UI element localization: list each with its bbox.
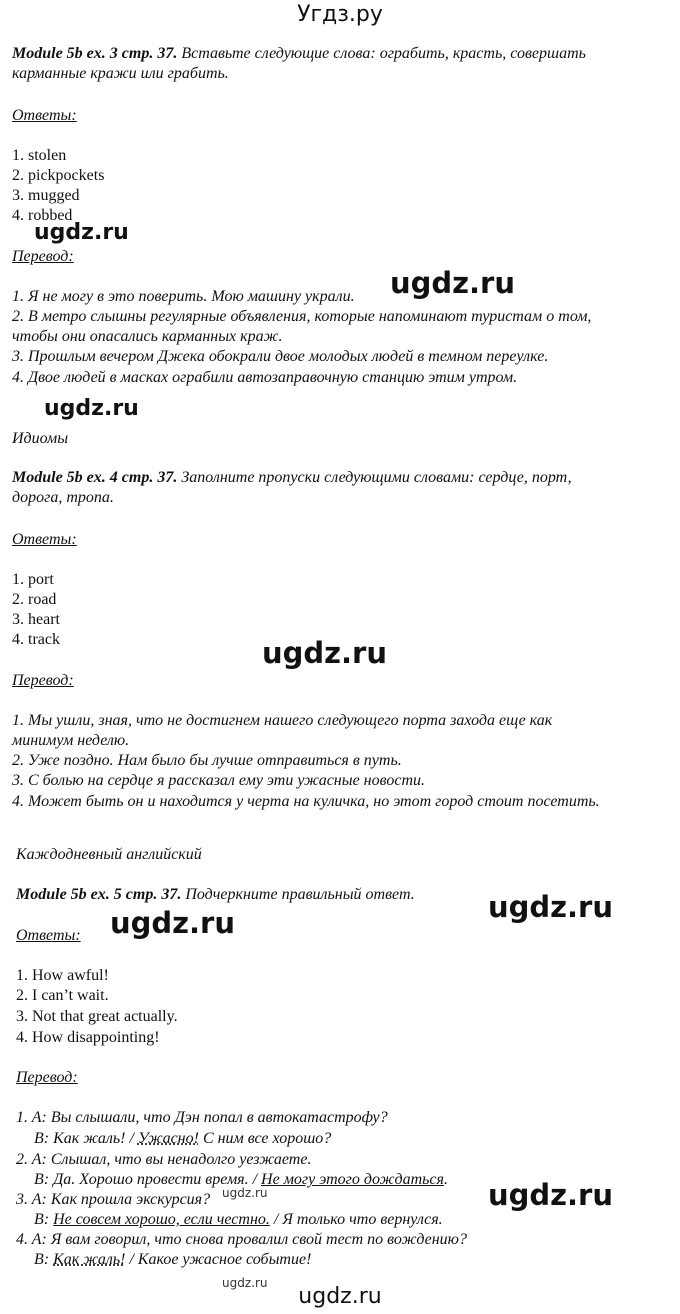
ex3-answer-1: 1. stolen [12,147,67,164]
idioms-heading: Идиомы [12,430,69,447]
ex5-dialog-3-b-pre: B: [34,1211,54,1228]
ex5-dialog-1-b-post: С ним все хорошо? [198,1130,332,1147]
ex3-translation-1: 1. Я не могу в это поверить. Мою машину украли. [12,288,355,305]
ex4-answer-1: 1. port [12,571,54,588]
watermark-text: ugdz.ru [488,1178,614,1212]
ex4-translation-2: 2. Уже поздно. Нам было бы лучше отправиться в путь. [12,752,402,769]
watermark-text: ugdz.ru [390,266,516,300]
ex5-dialog-3-b-selected: Не совсем хорошо, если честно. [53,1211,270,1228]
footer-watermark: ugdz.ru [298,1284,382,1309]
watermark-text: ugdz.ru [262,636,388,670]
ex4-answers-label: Ответы: [12,531,77,548]
ex3-header-bold: Module 5b ex. 3 стр. 37. [12,45,178,62]
watermark-text: ugdz.ru [44,396,139,421]
ex5-answer-4: 4. How disappointing! [16,1029,160,1046]
ex3-answer-3: 3. mugged [12,187,80,204]
ex3-translation-label: Перевод: [12,248,74,265]
ex3-answers-label: Ответы: [12,107,77,124]
ex5-dialog-1-b-pre: B: Как жаль! / [34,1130,138,1147]
ex4-translation-label: Перевод: [12,672,74,689]
watermark-text: ugdz.ru [34,220,129,245]
ex5-dialog-2-b-pre: B: Да. Хорошо провести время. / [34,1171,262,1188]
ex5-header [16,885,415,905]
ex5-dialog-3-b [34,1210,443,1230]
watermark-text: ugdz.ru [488,890,614,924]
ex3-header-text-2: карманные кражи или грабить. [12,65,229,82]
everyday-heading: Каждодневный английский [16,846,202,863]
ex5-dialog-1-b [34,1129,331,1149]
ex5-dialog-4-b-selected: Как жаль! [53,1251,126,1268]
ex4-translation-4: 4. Может быть он и находится у черта на куличка, но этот город стоит посетить. [12,793,600,810]
ex4-header-text: Заполните пропуски следующими словами: сердце, порт, [177,469,572,486]
ex3-translation-2: 2. В метро слышны регулярные объявления, которые напоминают туристам о том, [12,308,592,325]
ex5-answers-label: Ответы: [16,927,81,944]
ex5-answer-1: 1. How awful! [16,967,109,984]
ex5-dialog-4-b [34,1250,311,1270]
ex5-dialog-4-a: 4. A: Я вам говорил, что снова провалил свой тест по вождению? [16,1231,467,1248]
ex3-answer-4: 4. robbed [12,207,73,224]
ex3-translation-2-cont: чтобы они опасались карманных краж. [12,328,283,345]
ex4-header-bold: Module 5b ex. 4 стр. 37. [12,469,178,486]
ex4-answer-4: 4. track [12,631,60,648]
ex5-dialog-4-b-post: / Какое ужасное событие! [125,1251,312,1268]
ex3-answer-2: 2. pickpockets [12,167,105,184]
watermark-text: ugdz.ru [222,1276,268,1290]
ex5-answer-2: 2. I can’t wait. [16,987,109,1004]
site-title: Угдз.ру [297,2,383,27]
ex5-dialog-2-a: 2. A: Слышал, что вы ненадолго уезжаете. [16,1151,312,1168]
ex4-answer-3: 3. heart [12,611,60,628]
ex5-header-text: Подчеркните правильный ответ. [181,886,415,903]
ex3-translation-3: 3. Прошлым вечером Джека обокрали двое молодых людей в темном переулке. [12,348,549,365]
ex5-dialog-1-a: 1. A: Вы слышали, что Дэн попал в автокатастрофу? [16,1109,388,1126]
watermark-text: ugdz.ru [222,1186,268,1200]
ex5-header-bold: Module 5b ex. 5 стр. 37. [16,886,182,903]
ex3-header [12,44,672,84]
ex5-dialog-1-b-selected: Ужасно! [137,1130,199,1147]
watermark-text: ugdz.ru [110,906,236,940]
ex4-header [12,468,672,508]
ex4-translation-1: 1. Мы ушли, зная, что не достигнем нашего следующего порта захода еще как [12,712,553,729]
ex3-header-text: Вставьте следующие слова: ограбить, красть, совершать [177,45,586,62]
ex4-translation-1-cont: минимум неделю. [12,732,130,749]
ex4-answer-2: 2. road [12,591,57,608]
ex4-translation-3: 3. С болью на сердце я рассказал ему эти ужасные новости. [12,772,425,789]
ex3-translation-4: 4. Двое людей в масках ограбили автозаправочную станцию этим утром. [12,369,518,386]
ex5-dialog-3-a: 3. A: Как прошла экскурсия? [16,1191,211,1208]
ex5-dialog-3-b-post: / Я только что вернулся. [269,1211,443,1228]
ex5-dialog-4-b-pre: B: [34,1251,54,1268]
ex5-answer-3: 3. Not that great actually. [16,1008,178,1025]
ex4-header-text-2: дорога, тропа. [12,489,114,506]
ex5-dialog-2-b-selected: Не могу этого дождаться [261,1171,444,1188]
ex5-dialog-2-b-post: . [443,1171,448,1188]
ex5-translation-label: Перевод: [16,1069,78,1086]
